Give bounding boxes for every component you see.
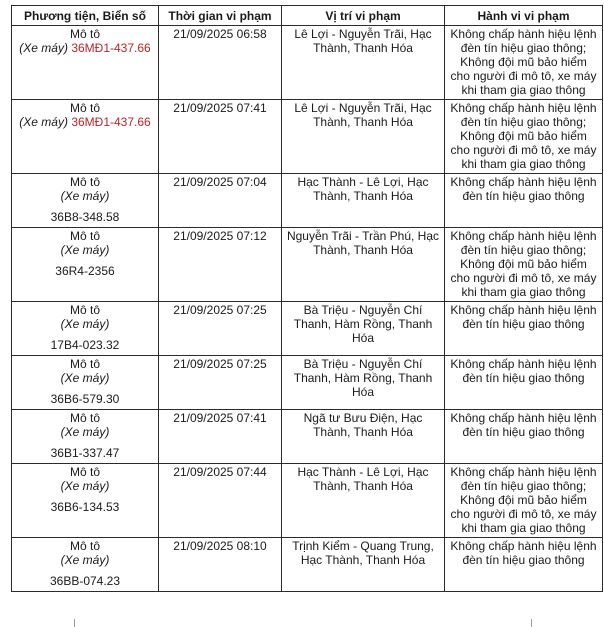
table-row bbox=[12, 464, 603, 538]
violation-behavior bbox=[445, 538, 603, 592]
table-row bbox=[12, 174, 603, 228]
vehicle-class: (Xe máy) bbox=[60, 371, 110, 385]
violation-time: 21/09/2025 07:41 bbox=[159, 410, 282, 464]
table-row bbox=[12, 410, 603, 464]
page-edge-mark bbox=[74, 619, 75, 627]
vehicle-type: Mô tô bbox=[69, 539, 100, 553]
vehicle-cell bbox=[12, 538, 159, 592]
behavior-item: Không đội mũ bảo hiểm cho người đi mô tô, xe máy khi tham gia giao thông bbox=[450, 493, 597, 535]
violation-location: Lê Lợi - Nguyễn Trãi, Hạc Thành, Thanh Hóa bbox=[282, 100, 445, 174]
behavior-item: Không đội mũ bảo hiểm cho người đi mô tô, xe máy khi tham gia giao thông bbox=[450, 257, 597, 299]
behavior-item: Không chấp hành hiệu lệnh đèn tín hiệu giao thông bbox=[450, 411, 597, 439]
license-plate: 36B8-348.58 bbox=[50, 210, 120, 224]
vehicle-cell bbox=[12, 410, 159, 464]
header-behavior: Hành vi vi phạm bbox=[445, 6, 603, 26]
vehicle-type: Mô tô bbox=[69, 229, 100, 243]
vehicle-class: (Xe máy) bbox=[19, 41, 68, 55]
violation-time: 21/09/2025 06:58 bbox=[159, 26, 282, 100]
license-plate: 36B6-134.53 bbox=[50, 500, 120, 514]
violation-location: Nguyễn Trãi - Trần Phú, Hạc Thành, Thanh Hóa bbox=[282, 228, 445, 302]
table-row bbox=[12, 302, 603, 356]
vehicle-type: Mô tô bbox=[69, 27, 100, 41]
violation-time: 21/09/2025 07:25 bbox=[159, 356, 282, 410]
table-row bbox=[12, 356, 603, 410]
violation-behavior bbox=[445, 356, 603, 410]
behavior-item: Không chấp hành hiệu lệnh đèn tín hiệu giao thông bbox=[450, 357, 597, 385]
violation-location: Bà Triệu - Nguyễn Chí Thanh, Hàm Rồng, Thanh Hóa bbox=[282, 302, 445, 356]
violation-location: Trịnh Kiểm - Quang Trung, Hạc Thành, Thanh Hóa bbox=[282, 538, 445, 592]
vehicle-cell bbox=[12, 26, 159, 100]
violation-behavior bbox=[445, 464, 603, 538]
header-vehicle: Phương tiện, Biển số bbox=[12, 6, 159, 26]
behavior-item: Không chấp hành hiệu lệnh đèn tín hiệu giao thông bbox=[450, 539, 597, 567]
vehicle-type: Mô tô bbox=[69, 411, 100, 425]
header-location: Vị trí vi phạm bbox=[282, 6, 445, 26]
violations-table bbox=[11, 5, 603, 592]
violation-behavior bbox=[445, 410, 603, 464]
header-time: Thời gian vi phạm bbox=[159, 6, 282, 26]
vehicle-class: (Xe máy) bbox=[19, 115, 68, 129]
vehicle-cell bbox=[12, 100, 159, 174]
violation-time: 21/09/2025 07:41 bbox=[159, 100, 282, 174]
license-plate: 36BB-074.23 bbox=[49, 574, 121, 588]
violation-behavior bbox=[445, 228, 603, 302]
violation-behavior bbox=[445, 100, 603, 174]
behavior-item: Không đội mũ bảo hiểm cho người đi mô tô, xe máy khi tham gia giao thông bbox=[450, 129, 597, 171]
violation-behavior bbox=[445, 26, 603, 100]
vehicle-cell bbox=[12, 464, 159, 538]
vehicle-class: (Xe máy) bbox=[60, 553, 110, 567]
violation-time: 21/09/2025 08:10 bbox=[159, 538, 282, 592]
license-plate: 36MĐ1-437.66 bbox=[71, 115, 151, 129]
behavior-item: Không chấp hành hiệu lệnh đèn tín hiệu giao thông; bbox=[450, 101, 597, 129]
violation-location: Ngã tư Bưu Điện, Hạc Thành, Thanh Hóa bbox=[282, 410, 445, 464]
license-plate: 36R4-2356 bbox=[55, 264, 115, 278]
violation-time: 21/09/2025 07:04 bbox=[159, 174, 282, 228]
violation-behavior bbox=[445, 302, 603, 356]
license-plate: 17B4-023.32 bbox=[50, 338, 120, 352]
violation-behavior bbox=[445, 174, 603, 228]
table-row bbox=[12, 538, 603, 592]
vehicle-class: (Xe máy) bbox=[60, 479, 110, 493]
vehicle-cell bbox=[12, 356, 159, 410]
vehicle-class: (Xe máy) bbox=[60, 317, 110, 331]
table-row bbox=[12, 228, 603, 302]
table-row bbox=[12, 100, 603, 174]
license-plate: 36B1-337.47 bbox=[50, 446, 120, 460]
behavior-item: Không chấp hành hiệu lệnh đèn tín hiệu giao thông; bbox=[450, 465, 597, 493]
header-row bbox=[12, 6, 603, 26]
violation-location: Lê Lợi - Nguyễn Trãi, Hạc Thành, Thanh Hóa bbox=[282, 26, 445, 100]
table-header bbox=[12, 6, 603, 26]
vehicle-class: (Xe máy) bbox=[60, 189, 110, 203]
license-plate: 36B6-579.30 bbox=[50, 392, 120, 406]
table-body bbox=[12, 26, 603, 592]
behavior-item: Không chấp hành hiệu lệnh đèn tín hiệu giao thông bbox=[450, 303, 597, 331]
vehicle-class: (Xe máy) bbox=[60, 425, 110, 439]
vehicle-type: Mô tô bbox=[69, 465, 100, 479]
behavior-item: Không chấp hành hiệu lệnh đèn tín hiệu giao thông bbox=[450, 175, 597, 203]
vehicle-cell bbox=[12, 228, 159, 302]
vehicle-type: Mô tô bbox=[69, 175, 100, 189]
vehicle-class: (Xe máy) bbox=[60, 243, 110, 257]
violation-location: Bà Triệu - Nguyễn Chí Thanh, Hàm Rồng, Thanh Hóa bbox=[282, 356, 445, 410]
vehicle-type: Mô tô bbox=[69, 303, 100, 317]
behavior-item: Không chấp hành hiệu lệnh đèn tín hiệu giao thông; bbox=[450, 27, 597, 55]
violation-time: 21/09/2025 07:44 bbox=[159, 464, 282, 538]
violation-time: 21/09/2025 07:12 bbox=[159, 228, 282, 302]
violation-time: 21/09/2025 07:25 bbox=[159, 302, 282, 356]
page-edge-mark bbox=[531, 619, 532, 627]
behavior-item: Không đội mũ bảo hiểm cho người đi mô tô, xe máy khi tham gia giao thông bbox=[450, 55, 597, 97]
vehicle-cell bbox=[12, 302, 159, 356]
behavior-item: Không chấp hành hiệu lệnh đèn tín hiệu giao thông; bbox=[450, 229, 597, 257]
vehicle-type: Mô tô bbox=[69, 357, 100, 371]
violation-location: Hạc Thành - Lê Lợi, Hạc Thành, Thanh Hóa bbox=[282, 174, 445, 228]
violation-location: Hạc Thành - Lê Lợi, Hạc Thành, Thanh Hóa bbox=[282, 464, 445, 538]
license-plate: 36MĐ1-437.66 bbox=[71, 41, 151, 55]
vehicle-cell bbox=[12, 174, 159, 228]
vehicle-type: Mô tô bbox=[69, 101, 100, 115]
table-row bbox=[12, 26, 603, 100]
